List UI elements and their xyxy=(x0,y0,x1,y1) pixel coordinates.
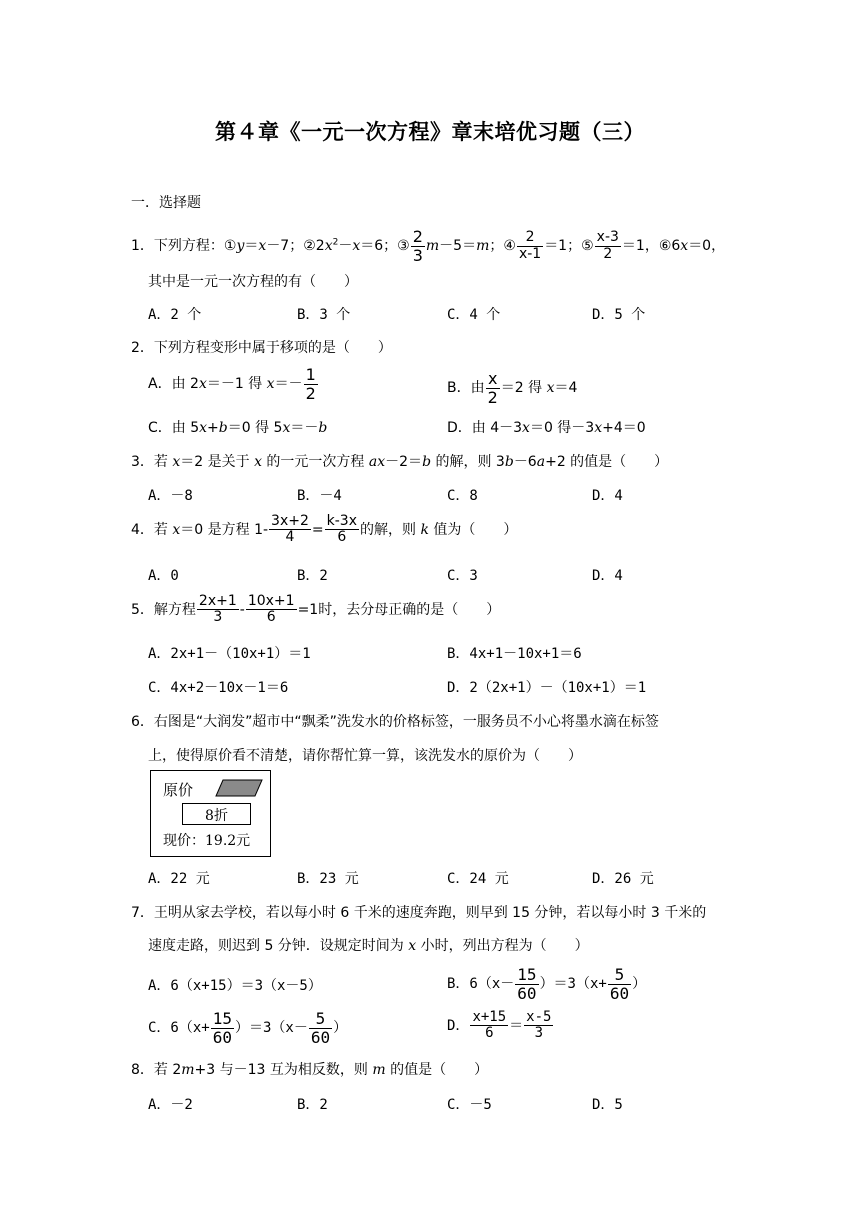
question-6-stem-line2: 上，使得原价看不清楚，请你帮忙算一算，该洗发水的原价为（ ） xyxy=(148,748,582,764)
question-7-option-b: B．6（x－ $\frac{15}{60}$ ）＝3（x+ $\frac{5}{60}$ ） xyxy=(447,965,647,1003)
question-7-option-d: D． $\frac{x+15}{6}$ ＝ $\frac{x-5}{3}$ xyxy=(447,1009,552,1042)
question-2-option-d: D．由 4－3x＝0 得－3x+4＝0 xyxy=(447,420,646,436)
question-4-stem: 4．若 x＝0 是方程 1- $\frac{3x+2}{4}$ = $\frac{k-3x}{6}$ 的解，则 k 值为（ ） xyxy=(131,513,518,546)
question-8-option-a: A．－2 xyxy=(148,1097,193,1113)
tag-discount-label: 8折 xyxy=(205,808,228,824)
question-7-stem-line1: 7．王明从家去学校，若以每小时 6 千米的速度奔跑，则早到 15 分钟，若以每小时 3 千米的 xyxy=(131,905,707,921)
question-1-option-b: B．3 个 xyxy=(297,307,351,323)
question-4-option-c: C．3 xyxy=(447,568,478,584)
question-6-option-c: C．24 元 xyxy=(447,871,509,887)
question-8-option-d: D．5 xyxy=(592,1097,623,1113)
question-6-option-a: A．22 元 xyxy=(148,871,210,887)
question-8-option-b: B．2 xyxy=(297,1097,328,1113)
question-5-option-b: B．4x+1－10x+1＝6 xyxy=(447,646,582,662)
question-1-stem-line2: 其中是一元一次方程的有（ ） xyxy=(148,274,358,290)
tag-original-price-label: 原价 xyxy=(163,781,194,799)
ink-blot-parallelogram xyxy=(215,779,263,797)
question-4-option-d: D．4 xyxy=(592,568,623,584)
question-7-option-a: A．6（x+15）＝3（x－5） xyxy=(148,978,322,994)
question-6-option-d: D．26 元 xyxy=(592,871,654,887)
question-1-option-c: C．4 个 xyxy=(447,307,501,323)
question-3-option-c: C．8 xyxy=(447,488,478,504)
question-5-option-c: C．4x+2－10x－1＝6 xyxy=(148,680,289,696)
question-5-option-a: A．2x+1－（10x+1）＝1 xyxy=(148,646,311,662)
page-title: 第４章《一元一次方程》章末培优习题（三） xyxy=(215,120,645,144)
question-1-option-a: A．2 个 xyxy=(148,307,202,323)
question-7-option-c: C．6（x+ $\frac{15}{60}$ ）＝3（x－ $\frac{5}{60}$ ） xyxy=(148,1009,348,1047)
question-1-option-d: D．5 个 xyxy=(592,307,646,323)
question-3-option-b: B．－4 xyxy=(297,488,342,504)
tag-discount-box xyxy=(182,803,251,825)
question-4-option-b: B．2 xyxy=(297,568,328,584)
question-7-stem-line2: 速度走路，则迟到 5 分钟．设规定时间为 x 小时，列出方程为（ ） xyxy=(148,938,589,954)
question-3-stem: 3．若 x＝2 是关于 x 的一元一次方程 ax－2＝b 的解，则 3b－6a+2 的值是（ ） xyxy=(131,454,669,470)
question-5-option-d: D．2（2x+1）－（10x+1）＝1 xyxy=(447,680,647,696)
question-4-option-a: A．0 xyxy=(148,568,179,584)
question-6-option-b: B．23 元 xyxy=(297,871,359,887)
question-2-option-a: A．由 2x＝－1 得 x＝－ $\frac{1}{2}$ xyxy=(148,365,316,403)
question-2-option-c: C．由 5x+b＝0 得 5x＝－b xyxy=(148,420,328,436)
question-8-option-c: C．－5 xyxy=(447,1097,492,1113)
section-heading: 一．选择题 xyxy=(131,195,201,211)
question-8-stem: 8．若 2m+3 与－13 互为相反数，则 m 的值是（ ） xyxy=(131,1062,489,1078)
question-6-stem-line1: 6．右图是“大润发”超市中“飘柔”洗发水的价格标签，一服务员不小心将墨水滴在标签 xyxy=(131,714,659,730)
question-1-stem: 1．下列方程：①y＝x－7；$②2x^2-x=6$；③ $\frac{2}{3}$ m－5＝m；④ $\frac{2}{x-1}$ ＝1；⑤ $\frac{x-3}{2}$ ＝1，⑥6x＝0， xyxy=(131,227,726,265)
question-2-option-b: B．由 $\frac{x}{2}$ ＝2 得 x＝4 xyxy=(447,369,578,407)
question-3-option-a: A．－8 xyxy=(148,488,193,504)
price-tag-figure xyxy=(150,770,271,857)
question-2-stem: 2．下列方程变形中属于移项的是（ ） xyxy=(131,340,392,356)
question-5-stem: 5．解方程 $\frac{2x+1}{3}$ - $\frac{10x+1}{6}$ =1时，去分母正确的是（ ） xyxy=(131,593,501,626)
question-3-option-d: D．4 xyxy=(592,488,623,504)
tag-current-price: 现价：19.2元 xyxy=(163,833,251,849)
